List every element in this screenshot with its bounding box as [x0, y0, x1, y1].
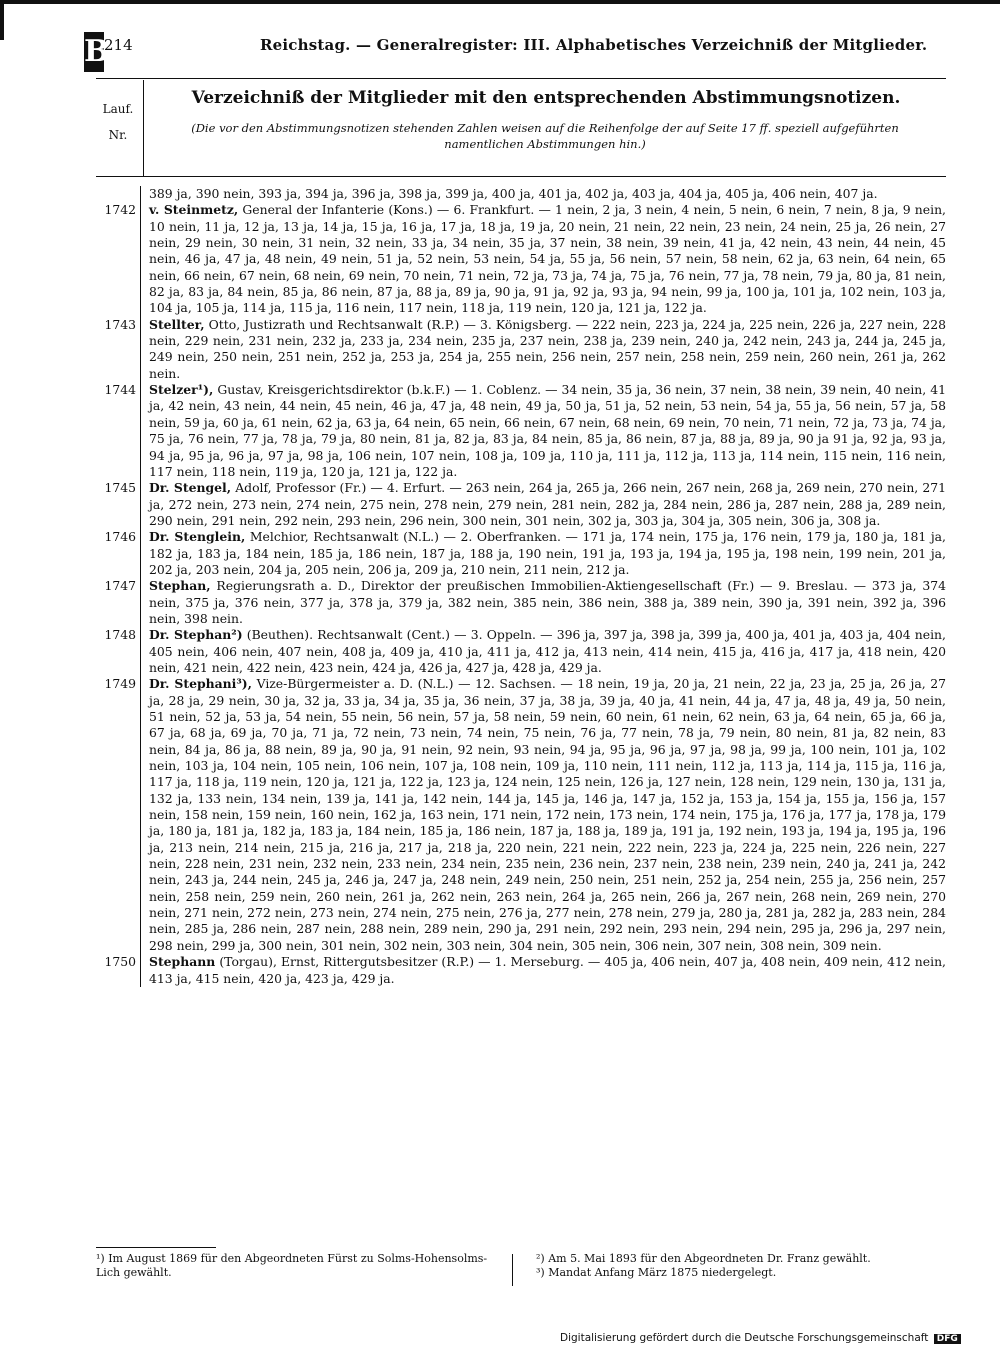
- entry-number: [96, 186, 141, 202]
- footnote-divider: [512, 1254, 513, 1286]
- vote-record: Gustav, Kreisgerichtsdirektor (b.k.F.) — 1. Coblenz. — 34 nein, 35 ja, 36 nein, 37 nein, 38 nein, 39 nein, 40 nein, 41 ja, 42 nein, 43 nein, 44 nein, 45 nein, 46 ja, 47 ja, 48 nein, 49 ja, 50 ja, 51 ja, 52 nein, 53 nein, 54 ja, 55 ja, 56 nein, 57 ja, 58 nein, 59 ja, 60 ja, 61 nein, 62 ja, 63 ja, 64 nein, 65 nein, 66 nein, 67 nein, 68 nein, 69 nein, 70 nein, 71 nein, 72 ja, 73 ja, 74 ja, 75 ja, 76 nein, 77 ja, 78 ja, 79 ja, 80 nein, 81 ja, 82 ja, 83 ja, 84 nein, 85 ja, 86 nein, 87 ja, 88 ja, 89 ja, 90 ja 91 ja, 92 ja, 93 ja, 94 ja, 95 ja, 96 ja, 97 ja, 98 ja, 106 nein, 107 nein, 108 ja, 109 ja, 110 ja, 111 ja, 112 ja, 113 ja, 114 nein, 115 nein, 116 nein, 117 nein, 118 nein, 119 ja, 120 ja, 121 ja, 122 ja.: [149, 382, 946, 479]
- member-name: v. Steinmetz,: [149, 202, 239, 218]
- entry-number: 1748: [96, 627, 141, 676]
- vote-record: (Beuthen). Rechtsanwalt (Cent.) — 3. Oppeln. — 396 ja, 397 ja, 398 ja, 399 ja, 400 ja, 401 ja, 403 ja, 404 nein, 405 nein, 406 nein, 407 nein, 408 ja, 409 ja, 410 ja, 411 ja, 412 ja, 413 nein, 414 nein, 415 ja, 416 ja, 417 ja, 418 nein, 420 nein, 421 nein, 422 nein, 423 nein, 424 ja, 426 ja, 427 ja, 428 ja, 429 ja.: [149, 627, 946, 675]
- list-item: [96, 578, 946, 627]
- entry-text: [141, 529, 946, 578]
- page-top-rule: [0, 0, 1000, 14]
- vote-record: (Torgau), Ernst, Rittergutsbesitzer (R.P.) — 1. Merseburg. — 405 ja, 406 nein, 407 ja, 408 nein, 409 nein, 412 nein, 413 ja, 415 nein, 420 ja, 423 ja, 429 ja.: [149, 954, 946, 986]
- column-label-line-1: Lauf.: [102, 102, 134, 116]
- list-item: [96, 202, 946, 316]
- member-name: Stelzer¹),: [149, 382, 214, 398]
- vote-record: Vize-Bürgermeister a. D. (N.L.) — 12. Sachsen. — 18 nein, 19 ja, 20 ja, 21 nein, 22 ja, 23 ja, 25 ja, 26 ja, 27 ja, 28 ja, 29 nein, 30 ja, 32 ja, 33 ja, 34 ja, 35 ja, 36 nein, 37 ja, 38 ja, 39 ja, 40 ja, 41 nein, 44 ja, 47 ja, 48 ja, 49 ja, 50 nein, 51 nein, 52 ja, 53 ja, 54 nein, 55 nein, 56 nein, 57 ja, 58 nein, 59 nein, 60 nein, 61 nein, 62 nein, 63 ja, 64 nein, 65 ja, 66 ja, 67 ja, 68 ja, 69 ja, 70 ja, 71 ja, 72 nein, 73 nein, 74 nein, 75 nein, 76 ja, 77 nein, 78 ja, 79 nein, 80 nein, 81 ja, 82 nein, 83 nein, 84 ja, 86 ja, 88 nein, 89 ja, 90 ja, 91 nein, 92 nein, 93 nein, 94 ja, 95 ja, 96 ja, 97 ja, 98 ja, 99 ja, 100 nein, 101 ja, 102 nein, 103 ja, 104 nein, 105 nein, 106 nein, 107 ja, 108 nein, 109 ja, 110 nein, 111 nein, 112 ja, 113 ja, 114 ja, 115 ja, 116 ja, 117 ja, 118 ja, 119 nein, 120 ja, 121 ja, 122 ja, 123 ja, 124 nein, 125 nein, 126 ja, 127 nein, 128 nein, 129 nein, 130 ja, 131 ja, 132 ja, 133 nein, 134 nein, 139 ja, 141 ja, 142 nein, 144 ja, 145 ja, 146 ja, 147 ja, 152 ja, 153 ja, 154 ja, 155 ja, 156 ja, 157 nein, 158 nein, 159 nein, 160 nein, 162 ja, 163 nein, 171 nein, 172 nein, 173 nein, 174 nein, 175 ja, 176 ja, 177 ja, 178 ja, 179 ja, 180 ja, 181 ja, 182 ja, 183 ja, 184 nein, 185 ja, 186 nein, 187 ja, 188 ja, 189 ja, 191 ja, 192 nein, 193 ja, 194 ja, 195 ja, 196 ja, 213 nein, 214 nein, 215 ja, 216 ja, 217 ja, 218 ja, 220 nein, 221 nein, 222 nein, 223 ja, 224 ja, 225 nein, 226 nein, 227 nein, 228 nein, 231 nein, 232 nein, 233 nein, 234 nein, 235 nein, 236 nein, 237 nein, 238 nein, 239 nein, 240 ja, 241 ja, 242 nein, 243 ja, 244 nein, 245 ja, 246 ja, 247 ja, 248 nein, 249 nein, 250 nein, 251 nein, 252 ja, 254 nein, 255 ja, 256 nein, 257 nein, 258 nein, 259 nein, 260 nein, 261 ja, 262 nein, 263 nein, 264 ja, 265 nein, 266 ja, 267 nein, 268 nein, 269 nein, 270 nein, 271 nein, 272 nein, 273 nein, 274 nein, 275 nein, 276 ja, 277 nein, 278 nein, 279 ja, 280 ja, 281 ja, 282 ja, 283 nein, 284 nein, 285 ja, 286 nein, 287 nein, 288 nein, 289 nein, 290 ja, 291 nein, 292 nein, 293 nein, 294 nein, 295 ja, 296 ja, 297 nein, 298 nein, 299 ja, 300 nein, 301 nein, 302 nein, 303 nein, 304 nein, 305 nein, 306 nein, 307 nein, 308 nein, 309 nein.: [149, 676, 947, 953]
- table-title: Verzeichniß der Mitglieder mit den entsprechenden Abstimmungsnotizen.: [191, 88, 901, 108]
- entry-number: 1750: [96, 954, 141, 987]
- footnote-1: ¹) Im August 1869 für den Abgeordneten Fürst zu Solms-Hohensolms-Lich gewählt.: [96, 1252, 488, 1279]
- footnote-3: ³) Mandat Anfang März 1875 niedergelegt.: [536, 1266, 777, 1279]
- member-name: Stephann: [149, 954, 216, 970]
- entry-text: [141, 186, 946, 202]
- running-title: Reichstag. — Generalregister: III. Alphabetisches Verzeichniß der Mitglieder.: [260, 36, 928, 54]
- list-item: [96, 529, 946, 578]
- list-item: [96, 382, 946, 480]
- member-name: Dr. Stephan²): [149, 627, 243, 643]
- member-name: Dr. Stengel,: [149, 480, 232, 496]
- letter-tab: B: [84, 32, 104, 72]
- entry-number: 1749: [96, 676, 141, 954]
- list-item: [96, 676, 946, 954]
- entry-number: 1746: [96, 529, 141, 578]
- entry-text: [141, 202, 946, 316]
- member-list: [96, 186, 946, 987]
- list-item: [96, 480, 946, 529]
- list-item: [96, 317, 946, 382]
- column-label: [96, 96, 140, 148]
- entry-text: [141, 578, 946, 627]
- entry-number: 1743: [96, 317, 141, 382]
- vote-record: Regierungsrath a. D., Direktor der preußischen Immobilien-Aktiengesellschaft (Fr.) — 9. Breslau. — 373 ja, 374 nein, 375 ja, 376 nein, 377 ja, 378 ja, 379 ja, 382 nein, 385 nein, 386 nein, 388 ja, 389 nein, 390 ja, 391 nein, 392 ja, 396 nein, 398 nein.: [149, 578, 946, 626]
- list-item: [96, 627, 946, 676]
- vote-record: Adolf, Professor (Fr.) — 4. Erfurt. — 263 nein, 264 ja, 265 ja, 266 nein, 267 nein, 268 ja, 269 nein, 270 nein, 271 ja, 272 nein, 273 nein, 274 nein, 275 nein, 278 nein, 279 nein, 281 nein, 282 ja, 284 nein, 286 ja, 287 nein, 288 ja, 289 nein, 290 nein, 291 nein, 292 nein, 293 nein, 296 nein, 300 nein, 301 nein, 302 ja, 303 ja, 304 ja, 305 nein, 306 ja, 308 ja.: [149, 480, 946, 528]
- vote-record: Melchior, Rechtsanwalt (N.L.) — 2. Oberfranken. — 171 ja, 174 nein, 175 ja, 176 nein, 179 ja, 180 ja, 181 ja, 182 ja, 183 ja, 184 nein, 185 ja, 186 nein, 187 ja, 188 ja, 190 nein, 191 ja, 193 ja, 194 ja, 195 ja, 198 nein, 199 nein, 201 ja, 202 ja, 203 nein, 204 ja, 205 nein, 206 ja, 209 ja, 210 nein, 211 nein, 212 ja.: [149, 529, 946, 577]
- entry-text: [141, 954, 946, 987]
- entry-number: 1742: [96, 202, 141, 316]
- dfg-logo-icon: DFG: [934, 1334, 961, 1344]
- entry-text: [141, 676, 946, 954]
- column-separator: [143, 80, 144, 176]
- vote-record: 389 ja, 390 nein, 393 ja, 394 ja, 396 ja, 398 ja, 399 ja, 400 ja, 401 ja, 402 ja, 403 ja, 404 ja, 405 ja, 406 nein, 407 ja.: [149, 186, 878, 201]
- list-item: [96, 954, 946, 987]
- column-label-line-2: Nr.: [108, 128, 128, 142]
- entry-text: [141, 317, 946, 382]
- entry-number: 1747: [96, 578, 141, 627]
- entry-text: [141, 480, 946, 529]
- footnote-column-right: [536, 1252, 956, 1280]
- table-header-rule: [96, 176, 946, 177]
- footnote-rule: [96, 1247, 216, 1248]
- page-number: 214: [104, 36, 133, 54]
- list-item: [96, 186, 946, 202]
- entry-number: 1744: [96, 382, 141, 480]
- footnote-2: ²) Am 5. Mai 1893 für den Abgeordneten Dr. Franz gewählt.: [536, 1252, 871, 1265]
- header-rule: [96, 78, 946, 79]
- vote-record: Otto, Justizrath und Rechtsanwalt (R.P.) — 3. Königsberg. — 222 nein, 223 ja, 224 ja, 225 nein, 226 ja, 227 nein, 228 nein, 229 nein, 231 nein, 232 ja, 233 ja, 234 nein, 235 ja, 237 nein, 238 ja, 239 nein, 240 ja, 242 nein, 243 ja, 244 ja, 245 ja, 249 nein, 250 nein, 251 nein, 252 ja, 253 ja, 254 ja, 255 nein, 256 nein, 257 nein, 258 nein, 259 nein, 260 nein, 261 ja, 262 nein.: [149, 316, 946, 381]
- vote-record: General der Infanterie (Kons.) — 6. Frankfurt. — 1 nein, 2 ja, 3 nein, 4 nein, 5 nein, 6 nein, 7 nein, 8 ja, 9 nein, 10 nein, 11 ja, 12 ja, 13 ja, 14 ja, 15 ja, 16 ja, 17 ja, 18 ja, 19 ja, 20 nein, 21 nein, 22 nein, 23 nein, 24 nein, 25 ja, 26 nein, 27 nein, 29 nein, 30 nein, 31 nein, 32 nein, 33 ja, 34 nein, 35 ja, 37 nein, 38 nein, 39 nein, 41 ja, 42 nein, 43 nein, 44 nein, 45 nein, 46 ja, 47 ja, 48 nein, 49 nein, 51 ja, 52 nein, 53 nein, 54 ja, 55 ja, 56 nein, 57 nein, 58 nein, 62 ja, 63 nein, 64 nein, 65 nein, 66 nein, 67 nein, 68 nein, 69 nein, 70 nein, 71 nein, 72 ja, 73 ja, 74 ja, 75 ja, 76 nein, 77 ja, 78 nein, 79 ja, 80 ja, 81 nein, 82 ja, 83 ja, 84 nein, 85 ja, 86 nein, 87 ja, 88 ja, 89 ja, 90 ja, 91 ja, 92 ja, 93 ja, 94 nein, 99 ja, 100 ja, 101 ja, 102 nein, 103 ja, 104 ja, 105 ja, 114 ja, 115 ja, 116 nein, 117 nein, 118 ja, 119 nein, 120 ja, 121 ja, 122 ja.: [149, 202, 947, 316]
- entry-text: [141, 627, 946, 676]
- table-subtitle: (Die vor den Abstimmungsnotizen stehenden Zahlen weisen auf die Reihenfolge der auf Seite 17 ff. speziell aufgeführten namentlichen Abstimmungen hin.): [191, 121, 899, 151]
- page-corner-mark: [0, 0, 4, 40]
- entry-text: [141, 382, 946, 480]
- credit-text: Digitalisierung gefördert durch die Deutsche Forschungsgemeinschaft: [560, 1332, 929, 1344]
- member-name: Dr. Stephani³),: [149, 676, 252, 692]
- member-name: Dr. Stenglein,: [149, 529, 246, 545]
- digitization-credit: [560, 1332, 961, 1344]
- member-name: Stephan,: [149, 578, 211, 594]
- member-name: Stellter,: [149, 316, 205, 332]
- entry-number: 1745: [96, 480, 141, 529]
